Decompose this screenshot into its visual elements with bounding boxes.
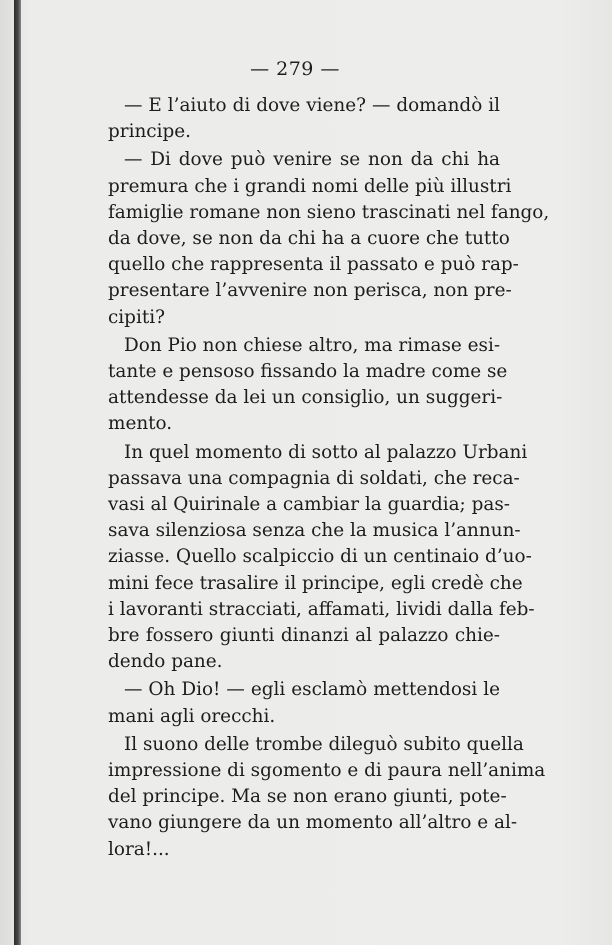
- text-line: passava una compagnia di soldati, che reca-: [108, 467, 520, 489]
- book-spine-edge: [14, 0, 21, 945]
- page-number: — 279 —: [250, 58, 340, 80]
- text-line: — Oh Dio! — egli esclamò mettendosi le: [124, 679, 500, 701]
- text-line: del principe. Ma se non erano giunti, pote-: [108, 786, 507, 808]
- text-line: vano giungere da un momento all’altro e al-: [108, 812, 518, 834]
- text-line: Don Pio non chiese altro, ma rimase esi-: [124, 334, 501, 356]
- text-line: mento.: [108, 413, 173, 435]
- text-line: dendo pane.: [108, 651, 223, 673]
- text-line: — E l’aiuto di dove viene? — domandò il: [124, 95, 500, 116]
- paragraph: [92, 440, 535, 676]
- text-line: In quel momento di sotto al palazzo Urbani: [124, 441, 528, 463]
- text-line: bre fossero giunti dinanzi al palazzo chie-: [108, 625, 500, 647]
- text-line: mini fece trasalire il principe, egli credè che: [108, 572, 523, 594]
- text-line: premura che i grandi nomi delle più illustri: [108, 175, 512, 197]
- text-line: i lavoranti stracciati, affamati, lividi dalla feb-: [108, 598, 535, 620]
- text-line: mani agli orecchi.: [108, 705, 276, 727]
- text-line: — Di dove può venire se non da chi ha: [124, 149, 500, 171]
- text-line: quello che rappresenta il passato e può rap-: [108, 254, 519, 276]
- text-line: attendesse da lei un consiglio, un suggeri-: [108, 387, 503, 409]
- paragraph: [92, 333, 508, 438]
- text-line: da dove, se non da chi ha a cuore che tutto: [108, 228, 510, 250]
- paragraph: [92, 147, 550, 330]
- text-line: vasi al Quirinale a cambiar la guardia; pas-: [108, 494, 510, 516]
- paragraph: [92, 732, 546, 863]
- text-line: presentare l’avvenire non perisca, non pre-: [108, 280, 512, 302]
- paragraph: [92, 677, 500, 729]
- text-line: tante e pensoso fissando la madre come se: [108, 361, 508, 383]
- text-line: principe.: [108, 121, 191, 143]
- text-line: famiglie romane non sieno trascinati nel fango,: [108, 201, 550, 223]
- text-line: ziasse. Quello scalpiccio di un centinaio d’uo-: [108, 546, 532, 568]
- text-line: Il suono delle trombe dileguò subito quella: [124, 733, 524, 755]
- text-line: sava silenziosa senza che la musica l’annun-: [108, 520, 521, 542]
- text-line: impressione di sgomento e di paura nell’anima: [108, 760, 546, 782]
- paragraph: [92, 93, 500, 145]
- text-line: cipiti?: [108, 306, 165, 328]
- text-line: lora!...: [108, 838, 170, 860]
- body-text: [92, 93, 550, 863]
